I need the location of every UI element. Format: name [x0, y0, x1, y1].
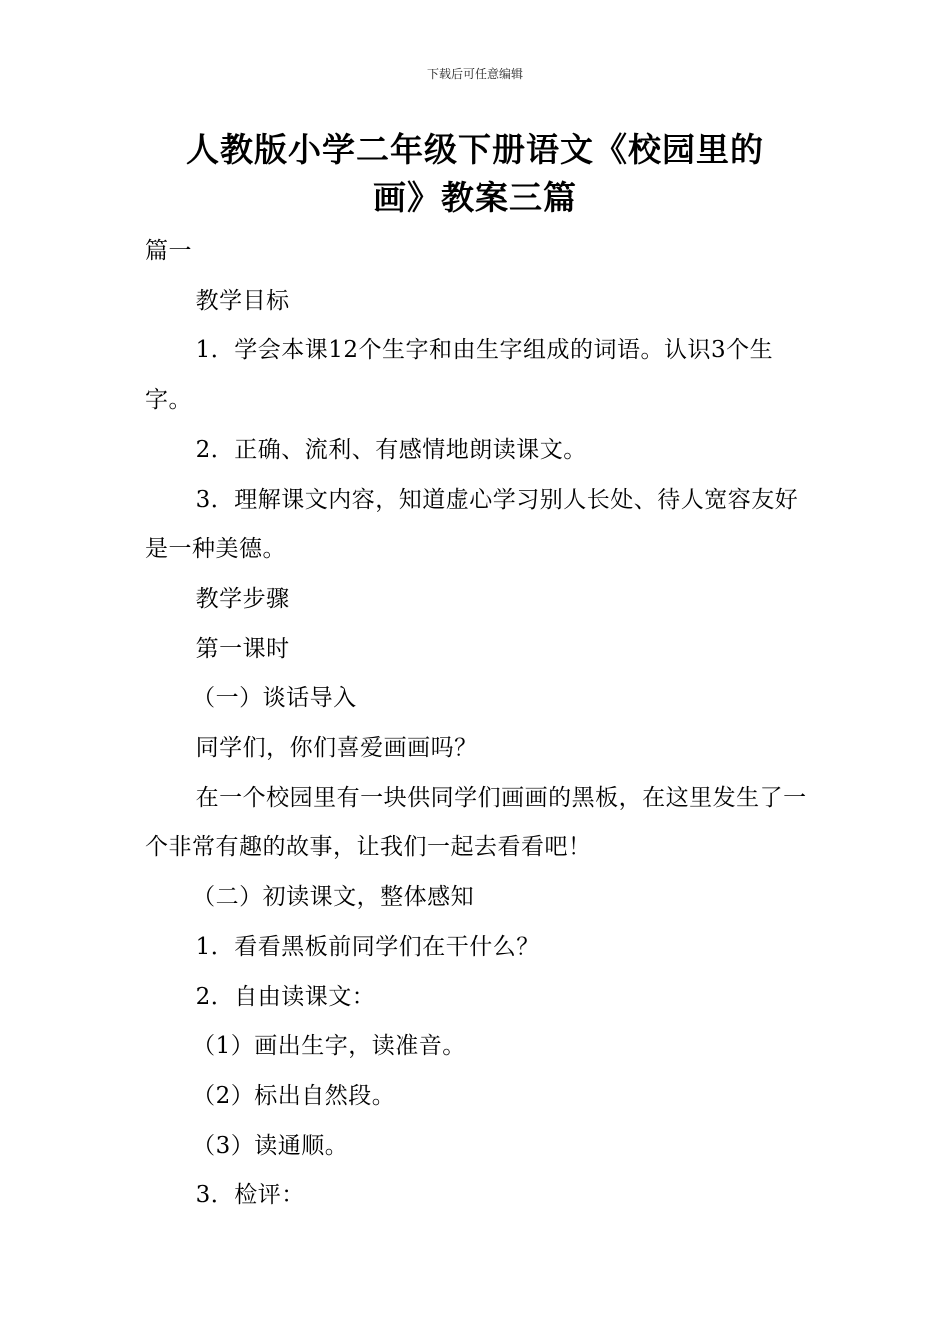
objective-item: 1．学会本课12个生字和由生字组成的词语。认识3个生字。	[145, 337, 774, 414]
objective-item: 2．正确、流利、有感情地朗读课文。	[195, 436, 587, 463]
body-paragraph: 同学们，你们喜爱画画吗？	[195, 735, 478, 762]
objective-item: 3．理解课文内容，知道虚心学习别人长处、待人宽容友好是一种美德。	[145, 486, 799, 563]
document-title	[120, 126, 830, 222]
sub-list-item: （1）画出生字，读准音。	[192, 1033, 466, 1060]
header-note: 下载后可任意编辑	[426, 67, 523, 81]
heading-steps: 教学步骤	[195, 585, 290, 612]
document-body	[145, 227, 810, 1221]
title-line-1: 人教版小学二年级下册语文《校园里的	[186, 130, 764, 169]
list-item: 1．看看黑板前同学们在干什么？	[195, 933, 540, 960]
title-line-2: 画》教案三篇	[373, 178, 577, 217]
sub-list-item: （3）读通顺。	[192, 1132, 349, 1159]
heading-objectives: 教学目标	[195, 287, 290, 314]
step-heading: （一）谈话导入	[192, 685, 357, 712]
list-item: 2．自由读课文：	[195, 983, 376, 1010]
heading-lesson: 第一课时	[195, 635, 290, 662]
list-item: 3．检评：	[195, 1182, 305, 1209]
sub-list-item: （2）标出自然段。	[192, 1082, 396, 1109]
section-label: 篇一	[145, 238, 192, 264]
body-paragraph: 在一个校园里有一块供同学们画画的黑板，在这里发生了一个非常有趣的故事，让我们一起去看看吧！	[145, 784, 807, 861]
step-heading: （二）初读课文，整体感知	[192, 884, 475, 911]
